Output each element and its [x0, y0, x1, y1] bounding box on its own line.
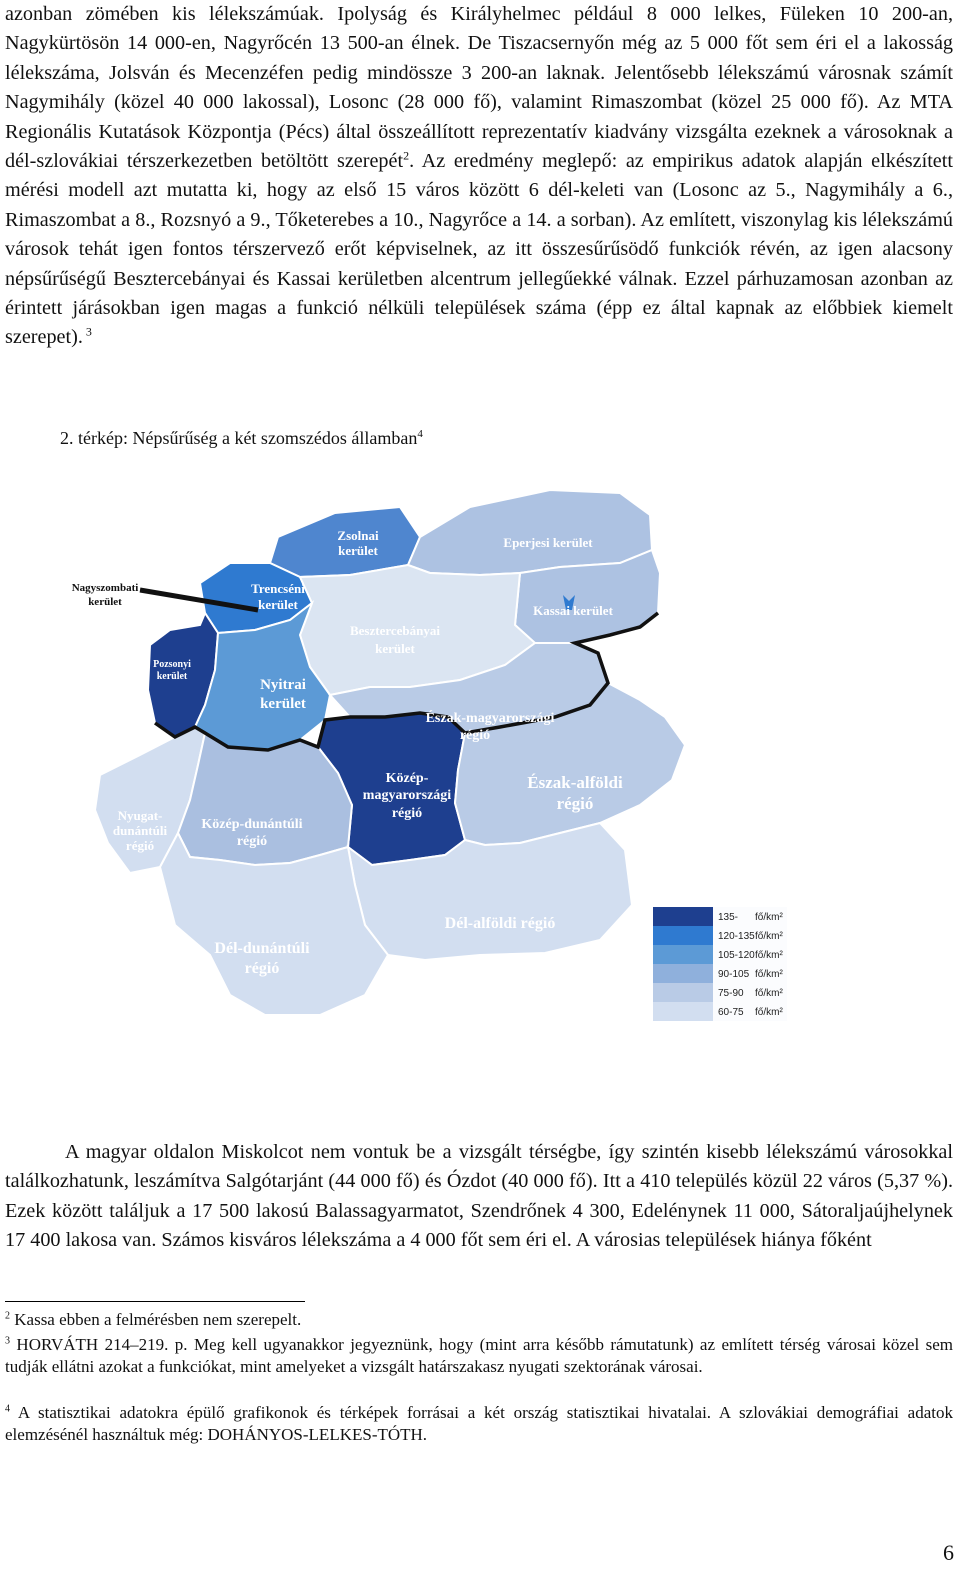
footnote-2-text: Kassa ebben a felmérésben nem szerepelt. [10, 1310, 302, 1329]
footnote-ref-2[interactable]: 2 [403, 148, 410, 163]
label-del-alfold: Dél-alföldi régió [444, 915, 556, 932]
label-zsolna: Zsolnai kerület [337, 528, 379, 558]
label-trencsen: Trencséni kerület [251, 581, 305, 612]
legend-label-3: 90-105 fő/km² [718, 969, 783, 980]
legend [653, 907, 787, 1021]
label-eperjes: Eperjesi kerület [503, 535, 593, 550]
body-paragraph-2: A magyar oldalon Miskolcot nem vontuk be a vizsgált térségbe, így szintén kisebb lélekszámú városokkal találkozhatunk, leszámítva Salgótarjánt (44 000 fő) és Ózdot (40 000 fő). Itt a 410 település közül 22 város (5,37 %). Ezek között találjuk a 17 500 lakosú Balassagyarmatot, Szendrőnek 4 300, Edelénynek 11 000, Sátoraljaújhelynek 17 400 lakosa van. Számos kisváros lélekszáma a 4 000 főt sem éri el. A városias települések hiánya főként [5, 1141, 953, 1252]
label-eszak-magyarorszag: Észak-magyarországi régió [425, 711, 555, 743]
legend-swatch [653, 945, 713, 964]
label-besztercebanya: Besztercebányai kerület [349, 623, 441, 656]
label-eszak-alfold: Észak-alföldi régió [527, 773, 623, 813]
footnote-4-text: A statisztikai adatokra épülő grafikonok és térképek forrásai a két ország statisztikai hivatalai. A szlovákiai demográfiai adatok elemzésénél használtuk még: DOHÁNYOS-LELKES-TÓTH. [5, 1403, 953, 1444]
footnote-separator [5, 1301, 305, 1302]
label-nyugat-dunantul: Nyugat-dunántúli régió [112, 808, 168, 853]
footnote-2-number: 2 [5, 1310, 10, 1322]
label-kozep-magyarorszag: Közép-magyarországi régió [362, 771, 452, 821]
legend-label-4: 75-90 fő/km² [718, 988, 783, 999]
footnote-ref-3[interactable]: 3 [82, 324, 92, 339]
footnote-2 [5, 1309, 953, 1331]
legend-label-2: 105-120fő/km² [718, 950, 783, 961]
label-pozsony: Pozsonyi kerület [153, 659, 191, 682]
legend-swatch [653, 926, 713, 945]
label-nyitra: Nyitrai kerület [260, 677, 306, 712]
region-eperjes [408, 490, 652, 575]
legend-label-5: 60-75 fő/km² [718, 1007, 783, 1018]
paragraph-1-text-b: . Az eredmény meglepő: az empirikus adatok alapján elkészített mérési modell azt mutatta ki, hogy az első 15 város között 6 dél-keleti van (Losonc az 5., Nagymihály a 6., Rimaszombat a 8., Rozsnyó a 9., Tőketerebes a 10., Nagyrőce a 14. a sorban). Az említett, viszonylag kis lélekszámú városok tehát igen fontos térszervező erőt képviselnek, az itt összesűrűsödő funkciók révén, az igen alacsony népsűrűségű Besztercebányai és Kassai kerületben alcentrum jellegűekké válnak. Ezzel párhuzamosan azonban az érintett járásokban igen magas a funkció nélküli települések száma (épp ez által kapnak az előbbiek kiemelt szerepet). [5, 150, 953, 349]
footnote-4-number: 4 [5, 1403, 10, 1415]
body-paragraph-1 [5, 0, 953, 353]
page-number: 6 [943, 1540, 954, 1565]
footnote-3-number: 3 [5, 1335, 10, 1347]
footnote-4 [5, 1402, 953, 1446]
legend-label-1: 120-135fő/km² [718, 931, 783, 942]
population-density-map [0, 455, 960, 1055]
footnote-3-text: HORVÁTH 214–219. p. Meg kell ugyanakkor jegyeznünk, hogy (mint arra később rámutatunk) az említett térség városai közel sem tudják ellátni azokat a funkciókat, mint amelyeket a vizsgált határszakasz nyugati szektorának városai. [5, 1335, 953, 1376]
paragraph-1-text-a: azonban zömében kis lélekszámúak. Ipolyság és Királyhelmec például 8 000 lelkes, Füleken 10 200-an, Nagykürtösön 14 000-en, Nagyrőcén 13 500-an élnek. De Tiszacsernyőn még az 5 000 főt sem éri el a lakosság lélekszáma, Jolsván és Mecenzéfen pedig mindössze 3 200-an laknak. Jelentősebb lélekszámú városnak számít Nagymihály (közel 40 000 lakossal), Losonc (28 000 fő), valamint Rimaszombat (közel 25 000 fő). Az MTA Regionális Kutatások Központja (Pécs) által összeállított reprezentatív kiadvány vizsgálta ezeknek a városoknak a dél-szlovákiai térszerkezetben betöltött szerepét [5, 3, 953, 173]
label-kozep-dunantul: Közép-dunántúli régió [201, 817, 303, 849]
legend-swatch [653, 907, 713, 926]
legend-swatch [653, 964, 713, 983]
legend-swatch [653, 1002, 713, 1021]
label-del-dunantul: Dél-dunántúli régió [214, 940, 310, 977]
legend-swatch [653, 983, 713, 1002]
map-caption: 2. térkép: Népsűrűség a két szomszédos államban$^4$ [60, 428, 423, 448]
legend-label-0: 135- fő/km² [718, 912, 783, 923]
callout-label: Nagyszombati kerület [71, 582, 139, 608]
label-kassa: Kassai kerület [533, 603, 613, 618]
footnote-3 [5, 1334, 953, 1378]
footnote-ref-4[interactable]: 4 [417, 428, 423, 440]
